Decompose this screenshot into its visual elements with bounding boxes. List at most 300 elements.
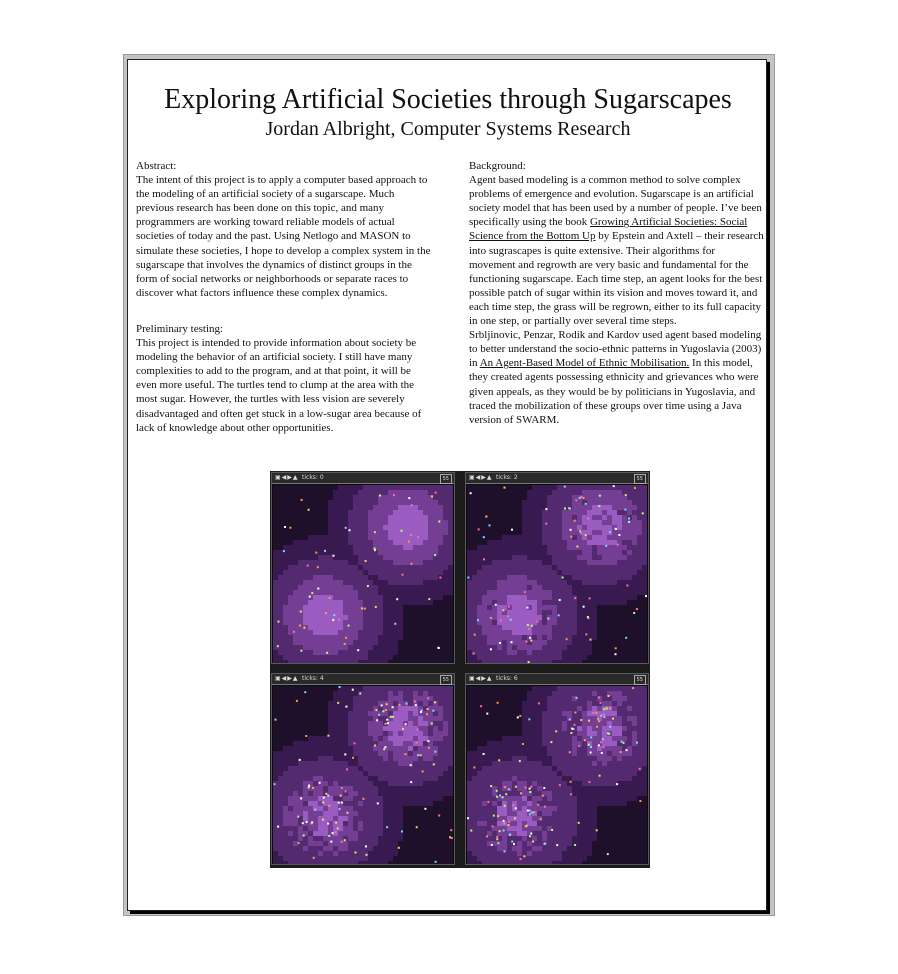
agent-dot	[600, 741, 602, 743]
agent-dot	[322, 819, 324, 821]
agent-dot	[420, 754, 422, 756]
agent-dot	[514, 817, 516, 819]
agent-dot	[583, 606, 585, 608]
background-paragraph-1	[469, 173, 764, 328]
agent-dot	[645, 595, 647, 597]
agent-dot	[374, 548, 376, 550]
agent-dot	[508, 788, 510, 790]
agent-dot	[401, 831, 403, 833]
agent-dot	[525, 787, 527, 789]
agent-dot	[304, 691, 306, 693]
agent-dot	[574, 724, 576, 726]
agent-dot	[387, 722, 389, 724]
agent-dot	[306, 821, 308, 823]
agent-dot	[335, 831, 337, 833]
agent-dot	[396, 598, 398, 600]
agent-dot	[603, 714, 605, 716]
agent-dot	[499, 830, 501, 832]
agent-dot	[508, 606, 510, 608]
agent-dot	[599, 495, 601, 497]
agent-dot	[486, 713, 488, 715]
agent-dot	[427, 708, 429, 710]
agent-dot	[636, 608, 638, 610]
agent-dot	[578, 745, 580, 747]
agent-dot	[311, 821, 313, 823]
agent-dot	[529, 791, 531, 793]
agent-dot	[530, 786, 532, 788]
agent-dot	[574, 712, 576, 714]
agent-dot	[596, 829, 598, 831]
agent-dot	[384, 746, 386, 748]
agent-dot	[609, 726, 611, 728]
agent-dot	[624, 509, 626, 511]
agent-dot	[327, 823, 329, 825]
panel-label: ticks: 6	[496, 675, 518, 682]
agent-dot	[615, 647, 617, 649]
agent-dot	[435, 492, 437, 494]
agent-dot	[520, 792, 522, 794]
agent-dot	[512, 804, 514, 806]
agent-dot	[341, 787, 343, 789]
agent-dot	[564, 486, 566, 488]
agent-dot	[332, 832, 334, 834]
agent-dot	[405, 723, 407, 725]
agent-dot	[376, 719, 378, 721]
agent-dot	[308, 785, 310, 787]
agent-dot	[477, 619, 479, 621]
agent-dot	[317, 566, 319, 568]
abstract-heading: Abstract:	[136, 160, 177, 172]
agent-dot	[415, 704, 417, 706]
agent-dot	[600, 715, 602, 717]
agent-dot	[601, 752, 603, 754]
agent-dot	[587, 518, 589, 520]
agent-dot	[502, 609, 504, 611]
agent-dot	[545, 523, 547, 525]
agent-dot	[434, 701, 436, 703]
agent-dot	[537, 620, 539, 622]
agent-dot	[323, 797, 325, 799]
agent-dot	[517, 716, 519, 718]
agent-dot	[603, 716, 605, 718]
agent-dot	[438, 521, 440, 523]
agent-dot	[532, 841, 534, 843]
agent-dot	[513, 843, 515, 845]
agent-dot	[297, 816, 299, 818]
agent-dot	[564, 507, 566, 509]
agent-dot	[575, 499, 577, 501]
agent-dot	[529, 810, 531, 812]
agent-dot	[576, 546, 578, 548]
agent-dot	[639, 768, 641, 770]
background-paragraph-2	[469, 328, 764, 427]
agent-dot	[523, 855, 525, 857]
agent-dot	[312, 787, 314, 789]
agent-dot	[278, 621, 280, 623]
agent-dot	[349, 529, 351, 531]
agent-dot	[531, 625, 533, 627]
agent-dot	[500, 619, 502, 621]
agent-dot	[438, 815, 440, 817]
agent-dot	[474, 634, 476, 636]
agent-dot	[562, 577, 564, 579]
panel-label: ticks: 4	[302, 675, 324, 682]
agent-dot	[544, 806, 546, 808]
agent-dot	[361, 607, 363, 609]
agent-dot	[496, 796, 498, 798]
agent-dot	[515, 786, 517, 788]
agent-dot	[504, 487, 506, 489]
agent-dot	[588, 744, 590, 746]
preliminary-text: This project is intended to provide information about society be modeling the behavior of an artificial society. I still have many complexities to add to the program, and at that point, it will be even more useful. The turtles tend to clump at the area with the most sugar. However, the turtles with less vision are severely disadvantaged and often get stuck in a low-sugar area because of lack of knowledge about other opportunities.	[136, 337, 422, 434]
agent-dot	[570, 793, 572, 795]
agent-dot	[327, 735, 329, 737]
agent-dot	[609, 707, 611, 709]
agent-dot	[626, 585, 628, 587]
agent-dot	[300, 797, 302, 799]
agent-dot	[598, 720, 600, 722]
agent-dot	[603, 746, 605, 748]
agent-dot	[592, 712, 594, 714]
agent-dot	[497, 842, 499, 844]
agent-dot	[348, 625, 350, 627]
agent-dot	[504, 786, 506, 788]
agent-dot	[529, 813, 531, 815]
agent-dot	[530, 833, 532, 835]
agent-dot	[617, 544, 619, 546]
agent-dot	[483, 753, 485, 755]
agent-dot	[367, 585, 369, 587]
preliminary-heading: Preliminary testing:	[136, 322, 224, 335]
agent-dot	[585, 633, 587, 635]
agent-dot	[605, 545, 607, 547]
agent-dot	[410, 764, 412, 766]
agent-dot	[519, 760, 521, 762]
agent-dot	[556, 844, 558, 846]
agent-dot	[303, 627, 305, 629]
agent-dot	[491, 844, 493, 846]
agent-dot	[634, 487, 636, 489]
background-p2-text-a: Srbljinovic, Penzar, Rodik and Kardov used agent based modeling to better understand the socio-ethnic patterns in Yugoslavia (2003) in	[469, 329, 762, 370]
agent-dot	[530, 640, 532, 642]
agent-dot	[559, 599, 561, 601]
agent-dot	[578, 822, 580, 824]
agent-dot	[324, 550, 326, 552]
agent-dot	[427, 740, 429, 742]
agent-dot	[379, 495, 381, 497]
agent-dot	[473, 652, 475, 654]
agent-dot	[431, 495, 433, 497]
agent-dot	[359, 693, 361, 695]
agent-dot	[431, 722, 433, 724]
agent-dot	[590, 746, 592, 748]
agent-dot	[496, 790, 498, 792]
agent-dot	[628, 518, 630, 520]
agent-dot	[486, 835, 488, 837]
agent-dot	[313, 857, 315, 859]
agent-dot	[547, 618, 549, 620]
agent-dot	[408, 541, 410, 543]
agent-dot	[365, 560, 367, 562]
sugarscape-grid	[467, 485, 647, 663]
agent-dot	[584, 739, 586, 741]
agent-dot	[582, 497, 584, 499]
book-title-reference: Growing Artificial Societies: Social Science from the Bottom Up	[469, 216, 748, 243]
agent-dot	[574, 597, 576, 599]
agent-dot	[411, 563, 413, 565]
agent-dot	[346, 768, 348, 770]
agent-dot	[579, 497, 581, 499]
agent-dot	[524, 591, 526, 593]
agent-dot	[483, 558, 485, 560]
agent-dot	[392, 716, 394, 718]
agent-dot	[531, 812, 533, 814]
agent-dot	[333, 614, 335, 616]
agent-dot	[399, 704, 401, 706]
agent-dot	[558, 614, 560, 616]
agent-dot	[416, 826, 418, 828]
agent-dot	[570, 536, 572, 538]
agent-dot	[626, 749, 628, 751]
agent-dot	[598, 505, 600, 507]
agent-dot	[511, 841, 513, 843]
agent-dot	[587, 617, 589, 619]
agent-dot	[608, 695, 610, 697]
agent-dot	[612, 718, 614, 720]
agent-dot	[623, 742, 625, 744]
agent-dot	[473, 767, 475, 769]
agent-dot	[504, 850, 506, 852]
panel-badge: 55	[634, 675, 646, 685]
agent-dot	[633, 612, 635, 614]
agent-dot	[377, 802, 379, 804]
panel-controls-icon: ▣◀▶▲	[275, 474, 299, 481]
agent-dot	[495, 604, 497, 606]
agent-dot	[570, 781, 572, 783]
agent-dot	[585, 503, 587, 505]
agent-dot	[493, 815, 495, 817]
agent-dot	[289, 527, 291, 529]
agent-dot	[333, 555, 335, 557]
agent-dot	[505, 793, 507, 795]
agent-dot	[467, 577, 469, 579]
agent-dot	[600, 702, 602, 704]
agent-dot	[383, 748, 385, 750]
agent-dot	[307, 565, 309, 567]
agent-dot	[378, 714, 380, 716]
agent-dot	[497, 815, 499, 817]
agent-dot	[340, 795, 342, 797]
agent-dot	[621, 741, 623, 743]
agent-dot	[427, 697, 429, 699]
sugarscape-grid	[273, 686, 453, 864]
agent-dot	[394, 623, 396, 625]
agent-dot	[499, 795, 501, 797]
agent-dot	[325, 612, 327, 614]
agent-dot	[303, 835, 305, 837]
agent-dot	[433, 763, 435, 765]
agent-dot	[417, 754, 419, 756]
agent-dot	[293, 631, 295, 633]
sugarscape-grid	[467, 686, 647, 864]
agent-dot	[597, 718, 599, 720]
agent-dot	[598, 744, 600, 746]
agent-dot	[302, 822, 304, 824]
agent-dot	[402, 574, 404, 576]
agent-dot	[337, 827, 339, 829]
panel-controls-icon: ▣◀▶▲	[275, 675, 299, 682]
agent-dot	[528, 628, 530, 630]
agent-dot	[555, 730, 557, 732]
sugarscape-figure	[270, 471, 650, 868]
agent-dot	[274, 783, 276, 785]
agent-dot	[510, 619, 512, 621]
agent-dot	[489, 524, 491, 526]
agent-dot	[345, 791, 347, 793]
agent-dot	[487, 801, 489, 803]
agent-dot	[574, 520, 576, 522]
agent-dot	[511, 529, 513, 531]
agent-dot	[545, 508, 547, 510]
agent-dot	[317, 588, 319, 590]
agent-dot	[525, 825, 527, 827]
agent-dot	[355, 852, 357, 854]
agent-dot	[365, 845, 367, 847]
agent-dot	[485, 516, 487, 518]
panel-badge: 55	[440, 675, 452, 685]
agent-dot	[386, 703, 388, 705]
agent-dot	[579, 530, 581, 532]
agent-dot	[496, 838, 498, 840]
agent-dot	[508, 821, 510, 823]
agent-dot	[432, 710, 434, 712]
agent-dot	[569, 718, 571, 720]
agent-dot	[544, 843, 546, 845]
agent-dot	[335, 822, 337, 824]
agent-dot	[439, 577, 441, 579]
agent-dot	[375, 606, 377, 608]
agent-dot	[401, 530, 403, 532]
agent-dot	[408, 497, 410, 499]
agent-dot	[339, 686, 341, 688]
agent-dot	[590, 639, 592, 641]
agent-dot	[526, 641, 528, 643]
agent-dot	[529, 788, 531, 790]
agent-dot	[309, 596, 311, 598]
agent-dot	[540, 818, 542, 820]
agent-dot	[527, 624, 529, 626]
agent-dot	[386, 719, 388, 721]
agent-dot	[422, 771, 424, 773]
agent-dot	[608, 733, 610, 735]
agent-dot	[362, 798, 364, 800]
agent-dot	[609, 531, 611, 533]
sim-panel-3	[271, 673, 455, 865]
agent-dot	[527, 607, 529, 609]
panel-label: ticks: 2	[496, 474, 518, 481]
agent-dot	[496, 836, 498, 838]
agent-dot	[606, 707, 608, 709]
panel-titlebar	[466, 674, 648, 685]
sim-panel-1	[271, 472, 455, 664]
agent-dot	[417, 729, 419, 731]
agent-dot	[580, 719, 582, 721]
right-column	[469, 159, 764, 427]
agent-dot	[519, 715, 521, 717]
agent-dot	[580, 533, 582, 535]
agent-dot	[301, 499, 303, 501]
agent-dot	[298, 842, 300, 844]
background-heading: Background:	[469, 160, 526, 172]
agent-dot	[352, 689, 354, 691]
agent-dot	[328, 835, 330, 837]
agent-dot	[625, 637, 627, 639]
agent-dot	[509, 834, 511, 836]
agent-dot	[398, 847, 400, 849]
abstract-text: The intent of this project is to apply a computer based approach to the modeling of an artificial society of a sugarscape. Much previous research has been done on this topic, and many programmers are working toward reliable models of actual societies of today and the past. Using Netlogo and MASON to simulate these societies, I hope to develop a complex system in the sugarscape that involves the dynamics of distinct groups in the form of social networks or neighborhoods or separate races to discover what factors influence these complex dynamics.	[136, 174, 431, 299]
agent-dot	[284, 526, 286, 528]
agent-dot	[434, 554, 436, 556]
agent-dot	[574, 844, 576, 846]
agent-dot	[341, 841, 343, 843]
left-column	[136, 159, 431, 435]
agent-dot	[299, 625, 301, 627]
agent-dot	[570, 732, 572, 734]
agent-dot	[352, 757, 354, 759]
agent-dot	[483, 536, 485, 538]
agent-dot	[636, 742, 638, 744]
agent-dot	[338, 619, 340, 621]
panel-controls-icon: ▣◀▶▲	[469, 474, 493, 481]
agent-dot	[596, 726, 598, 728]
agent-dot	[426, 713, 428, 715]
agent-dot	[598, 697, 600, 699]
agent-dot	[392, 706, 394, 708]
poster-title: Exploring Artificial Societies through Sugarscapes	[164, 84, 732, 115]
agent-dot	[328, 805, 330, 807]
agent-dot	[498, 759, 500, 761]
agent-dot	[417, 536, 419, 538]
agent-dot	[346, 812, 348, 814]
agent-dot	[338, 802, 340, 804]
agent-dot	[520, 858, 522, 860]
agent-dot	[329, 597, 331, 599]
agent-dot	[344, 643, 346, 645]
agent-dot	[616, 783, 618, 785]
background-p1-text-a: Agent based modeling is a common method to solve complex problems of emergence and evolution. Sugarscape is an artificial society model that has been used by a number of people. I’ve been specifically using the book	[469, 174, 762, 229]
agent-dot	[451, 837, 453, 839]
agent-dot	[571, 728, 573, 730]
poster-subtitle: Jordan Albright, Computer Systems Research	[265, 118, 631, 140]
agent-dot	[382, 710, 384, 712]
sim-panel-4	[465, 673, 649, 865]
agent-dot	[599, 775, 601, 777]
agent-dot	[537, 804, 539, 806]
agent-dot	[603, 708, 605, 710]
agent-dot	[327, 795, 329, 797]
agent-dot	[300, 650, 302, 652]
agent-dot	[625, 494, 627, 496]
agent-dot	[566, 638, 568, 640]
agent-dot	[585, 534, 587, 536]
agent-dot	[366, 854, 368, 856]
agent-dot	[576, 697, 578, 699]
agent-dot	[467, 817, 469, 819]
agent-dot	[341, 802, 343, 804]
agent-dot	[497, 702, 499, 704]
agent-dot	[315, 552, 317, 554]
panel-badge: 55	[634, 474, 646, 484]
